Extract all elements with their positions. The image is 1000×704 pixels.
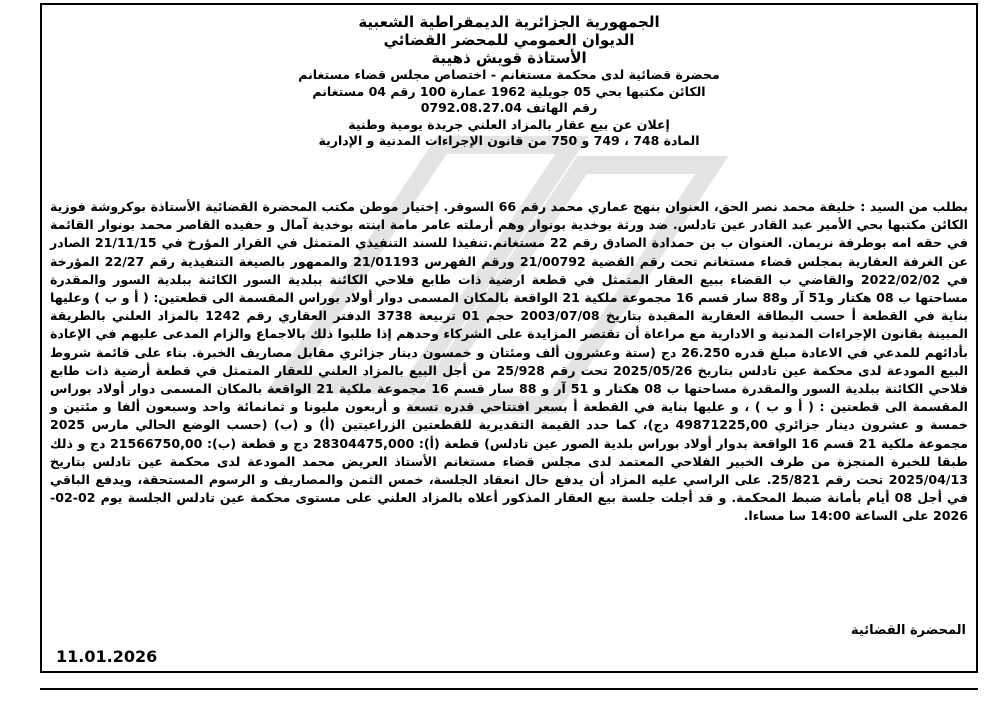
header-court: محضرة قضائية لدى محكمة مستغانم - اختصاص مجلس قضاء مستغانم [298,67,720,82]
header-office: الديوان العمومي للمحضر القضائي [383,31,635,49]
header-phone: رقم الهاتف 0792.08.27.04 [420,100,598,115]
header-legal-articles: المادة 748 ، 749 و 750 من قانون الإجراءات المدنية و الإدارية [318,133,700,148]
notice-date: 11.01.2026 [56,647,158,666]
header-address: الكائن مكتبها بحي 05 جويلية 1962 عمارة 100 رقم 04 مستغانم [312,83,706,99]
notice-header [42,13,976,150]
bottom-divider [40,688,978,690]
notice-body: بطلب من السيد : خليفة محمد نصر الحق، العنوان بنهج عماري محمد رقم 66 السوقر. إختيار موطن مكتب المحضرة القضائية الأستاذة بوكروشة فوزية الكائن مكتبها بحي الأمير عبد القادر عين تادلس. ضد ورثة بوخدية بونوار وهم أرملته عامر مامة ابنته بوخدية آمال و حفيده القاصر محمد بونوار القائمة في حقه امه بوطرفة نريمان. العنوان ب بن حمدادة الصادق رقم 22 مستغانم.تنفيذا للسند التنفيذي المتمثل في القرار المؤرخ في 21/11/15 الصادر عن الغرفة العقارية بمجلس قضاء مستغانم تحت رقم القضية 21/00792 ورقم الفهرس 21/01193 والممهور بالصيغة التنفيذية رقم 22/27 المؤرخة في 2022/02/02 والقاضي ب القضاء ببيع العقار المتمثل في قطعة ارضية ذات طابع فلاحي الكائنة ببلدية السور الكائنة ببلدية السور والمقدرة مساحتها ب 08 هكتار و51 آر و88 سار قسم 16 مجموعة ملكية 21 الواقعة بالمكان المسمى دوار أولاد بوراس المقسمة الى قطعتين: ( أ و ب ) وعليها بناية في القطعة أ حسب البطاقة العقارية المقيدة بتاريخ 2003/07/08 حجم 01 تربيعة 3738 الدفتر العقاري رقم 1242 بالمزاد العلني بالطريقة المبينة بقانون الإجراءات المدنية و الادارية مع مراعاة أن تقتصر المزايدة على الشركاء وحدهم إذا طلبوا ذلك بالاجماع والزام المدعى عليهم في الإعادة بأدائهم للمدعي في الاعادة مبلغ قدره 26.250 دج (ستة وعشرون ألف ومئتان و خمسون دينار جزائري مقابل مصاريف الخبرة. بناء على قائمة شروط البيع المودعة لدى محكمة عين تادلس بتاريخ 2025/05/26 تحت رقم 25/928 من أجل البيع بالمزاد العلني للعقار المتمثل في قطعة أرضية ذات طابع فلاحي الكائنة ببلدية السور والمقدرة مساحتها ب 08 هكتار و 51 آر و 88 سار قسم 16 مجموعة ملكية 21 الواقعة بالمكان المسمى دوار أولاد بوراس المقسمة الى قطعتين : ( أ و ب ) ، و عليها بناية في القطعة أ بسعر افتتاحي قدره تسعة و أربعون مليونا و ثمانمائة واحد وسبعون ألفا و مئتين و خمسة و عشرون دينار جزائري 49871225,00 دج)، كما حدد القيمة التقديرية للقطعتين الزراعيتين (أ) و (ب) (حسب الوضع الحالي مارس 2025 مجموعة ملكية 21 قسم 16 الواقعة بدوار أولاد بوراس بلدية الصور عين تادلس) قطعة (أ): 28304475,000 دج و قطعة (ب): 21566750,00 دج و ذلك طبقا للخبرة المنجزة من طرف الخبير الفلاحي المعتمد لدى مجلس قضاء مستغانم الأستاذ العريض محمد المودعة لدى محكمة عين تادلس بتاريخ 2025/04/13 تحت رقم 25/821. على الراسي عليه المزاد أن يدفع حال انعقاد الجلسة، خمس الثمن والمصاريف و الرسوم المستحقة، ويدفع الباقي في أجل 08 أيام بأمانة ضبط المحكمة. و قد أجلت جلسة بيع العقار المذكور أعلاه بالمزاد العلني على مستوى محكمة عين تادلس الجلسة يوم 02-02-2026 على الساعة 14:00 سا مساءا. [50,199,969,524]
header-announcement: إعلان عن بيع عقار بالمزاد العلني جريدة يومية وطنية [348,116,670,132]
signature-title: المحضرة القضائية [851,623,966,638]
header-bailiff-name: الأستاذة قويش ذهيبة [431,49,587,67]
header-republic: الجمهورية الجزائرية الديمقراطية الشعبية [358,13,660,31]
legal-notice-frame [40,3,978,673]
